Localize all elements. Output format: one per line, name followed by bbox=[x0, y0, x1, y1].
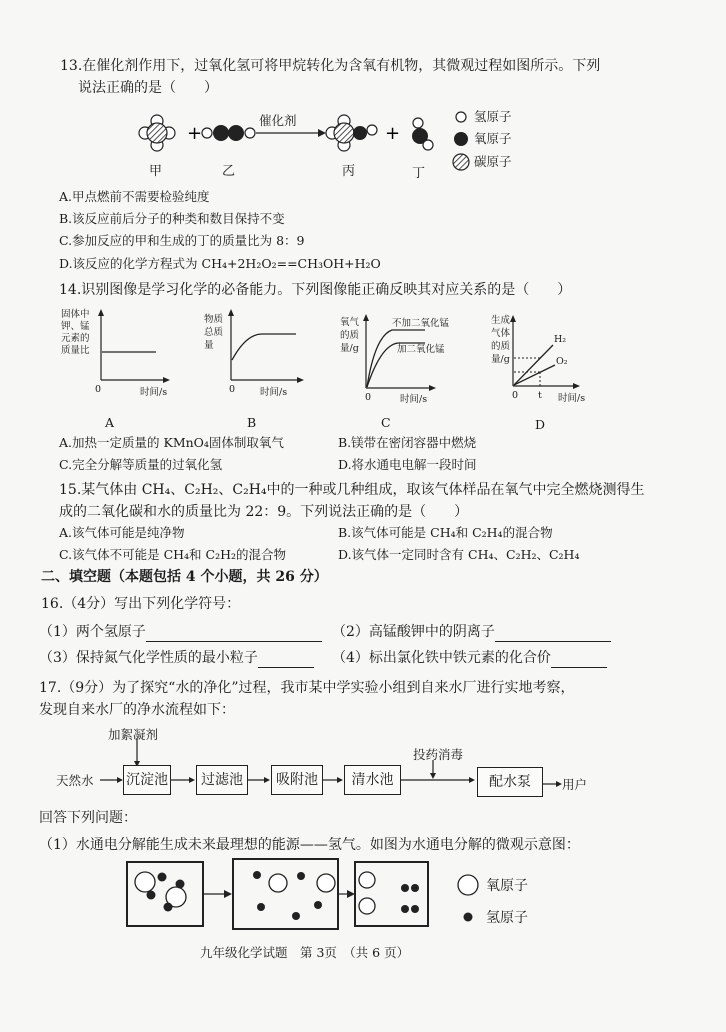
graph-a-origin: 0 bbox=[95, 384, 102, 395]
graph-d-ylabel-1: 生成 bbox=[491, 315, 511, 326]
q16-item-2: （2）高锰酸钾中的阴离子 bbox=[332, 622, 611, 642]
q17-answer-below: 回答下列问题： bbox=[39, 810, 137, 826]
plus-sign: + bbox=[187, 123, 203, 144]
graph-c-ylabel-2: 的质 bbox=[340, 330, 360, 341]
q13-option-b: B.该反应前后分子的种类和数目保持不变 bbox=[59, 211, 285, 226]
flow-add-disinfectant: 投药消毒 bbox=[413, 747, 464, 762]
graph-d-h2-label: H₂ bbox=[554, 334, 567, 345]
graph-a-letter: A bbox=[105, 415, 115, 430]
graph-d-xlabel: 时间/s bbox=[558, 393, 586, 404]
label-bing: 丙 bbox=[342, 164, 356, 179]
graph-a-xlabel: 时间/s bbox=[140, 387, 168, 398]
graph-b-ylabel-2: 总质 bbox=[204, 327, 224, 338]
flow-output-user: 用户 bbox=[562, 777, 588, 792]
graph-b-origin: 0 bbox=[229, 384, 236, 395]
graph-a-ylabel-2: 钾、锰 bbox=[61, 321, 90, 332]
page-footer: 九年级化学试题 第 3页 （共 6 页） bbox=[200, 945, 410, 960]
legend-hydrogen-atom: 氢原子 bbox=[486, 910, 528, 926]
q17-stem-line2: 发现自来水厂的净水流程如下： bbox=[39, 702, 235, 718]
q13-stem-line2: 说法正确的是（ ） bbox=[78, 80, 218, 96]
graph-c-curve2-label: 加二氧化锰 bbox=[397, 344, 445, 355]
q14-option-d: D.将水通电电解一段时间 bbox=[338, 457, 477, 472]
graph-b-ylabel-1: 物质 bbox=[204, 314, 224, 325]
graph-c-origin: 0 bbox=[365, 392, 372, 403]
graph-c-ylabel-1: 氧气 bbox=[340, 317, 360, 328]
label-jia: 甲 bbox=[149, 164, 163, 179]
q15-option-d: D.该气体一定同时含有 CH₄、C₂H₂、C₂H₄ bbox=[338, 547, 580, 562]
label-ding: 丁 bbox=[412, 166, 426, 181]
graph-a-ylabel-1: 固体中 bbox=[61, 309, 90, 320]
graph-b-letter: B bbox=[247, 415, 257, 430]
label-yi: 乙 bbox=[222, 164, 236, 179]
graph-c-ylabel-3: 量/g bbox=[340, 343, 359, 354]
q15-stem-line2: 成的二氧化碳和水的质量比为 22：9。下列说法正确的是（ ） bbox=[59, 504, 469, 520]
q16-item-3: （3）保持氮气化学性质的最小粒子 bbox=[39, 648, 314, 668]
graph-d-ylabel-2: 气体 bbox=[491, 328, 511, 339]
legend-oxygen-atom: 氧原子 bbox=[486, 878, 528, 894]
oxygen-atom-legend-icon bbox=[458, 875, 478, 895]
flow-box-filtration: 过滤池 bbox=[196, 765, 248, 795]
graph-c-letter: C bbox=[381, 415, 391, 430]
legend-hydrogen: 氢原子 bbox=[474, 109, 512, 124]
flow-box-sedimentation: 沉淀池 bbox=[123, 765, 171, 795]
legend-oxygen: 氧原子 bbox=[474, 131, 512, 146]
q17-stem-line1: 17.（9分）为了探究“水的净化”过程，我市某中学实验小组到自来水厂进行实地考察， bbox=[39, 680, 575, 696]
q13-option-a: A.甲点燃前不需要检验纯度 bbox=[59, 189, 210, 204]
graph-d-origin: 0 bbox=[512, 390, 519, 401]
q16-stem: 16.（4分）写出下列化学符号： bbox=[41, 596, 241, 612]
q16-item-4: （4）标出氯化铁中铁元素的化合价 bbox=[332, 648, 607, 668]
q13-option-d: D.该反应的化学方程式为 CH₄+2H₂O₂==CH₃OH+H₂O bbox=[59, 256, 381, 271]
catalyst-label: 催化剂 bbox=[259, 113, 297, 128]
q15-option-b: B.该气体可能是 CH₄和 C₂H₄的混合物 bbox=[338, 525, 553, 540]
graph-c-curve1-label: 不加二氧化锰 bbox=[392, 318, 450, 329]
flow-box-clean-water: 清水池 bbox=[344, 765, 401, 795]
graph-b-xlabel: 时间/s bbox=[260, 387, 288, 398]
flow-box-adsorption: 吸附池 bbox=[271, 765, 323, 795]
q15-option-a: A.该气体可能是纯净物 bbox=[59, 525, 185, 540]
hydrogen-atom-legend-icon bbox=[464, 913, 473, 922]
q13-stem-line1: 13.在催化剂作用下，过氧化氢可将甲烷转化为含氧有机物，其微观过程如图所示。下列 bbox=[60, 58, 601, 74]
q15-stem-line1: 15.某气体由 CH₄、C₂H₂、C₂H₄中的一种或几种组成，取该气体样品在氧气中完全燃烧测得生 bbox=[59, 482, 645, 498]
q16-item-1: （1）两个氢原子 bbox=[39, 622, 322, 642]
plus-sign-2: + bbox=[385, 123, 401, 144]
flow-input-natural-water: 天然水 bbox=[56, 773, 94, 788]
flow-box-pump: 配水泵 bbox=[477, 767, 543, 797]
graph-d-t-label: t bbox=[538, 390, 542, 401]
graph-d-o2-label: O₂ bbox=[556, 356, 568, 367]
legend-carbon: 碳原子 bbox=[474, 154, 512, 169]
graph-b-ylabel-3: 量 bbox=[204, 340, 214, 351]
q14-option-b: B.镁带在密闭容器中燃烧 bbox=[338, 435, 477, 450]
graph-a-ylabel-4: 质量比 bbox=[61, 345, 90, 356]
graph-d-ylabel-3: 的质 bbox=[491, 341, 511, 352]
graph-c-xlabel: 时间/s bbox=[400, 394, 428, 405]
q14-stem: 14.识别图像是学习化学的必备能力。下列图像能正确反映其对应关系的是（ ） bbox=[59, 282, 572, 298]
flow-add-coagulant: 加絮凝剂 bbox=[108, 727, 159, 742]
graph-d-letter: D bbox=[535, 417, 546, 432]
graph-a-ylabel-3: 元素的 bbox=[61, 333, 90, 344]
q13-option-c: C.参加反应的甲和生成的丁的质量比为 8：9 bbox=[59, 233, 305, 248]
q14-option-c: C.完全分解等质量的过氧化氢 bbox=[59, 457, 223, 472]
section-2-heading: 二、填空题（本题包括 4 个小题，共 26 分） bbox=[41, 569, 328, 585]
q17-sub1: （1）水通电分解能生成未来最理想的能源——氢气。如图为水通电分解的微观示意图： bbox=[39, 837, 580, 853]
q14-option-a: A.加热一定质量的 KMnO₄固体制取氧气 bbox=[59, 435, 284, 450]
q15-option-c: C.该气体不可能是 CH₄和 C₂H₂的混合物 bbox=[59, 547, 287, 562]
graph-d-ylabel-4: 量/g bbox=[491, 354, 510, 365]
